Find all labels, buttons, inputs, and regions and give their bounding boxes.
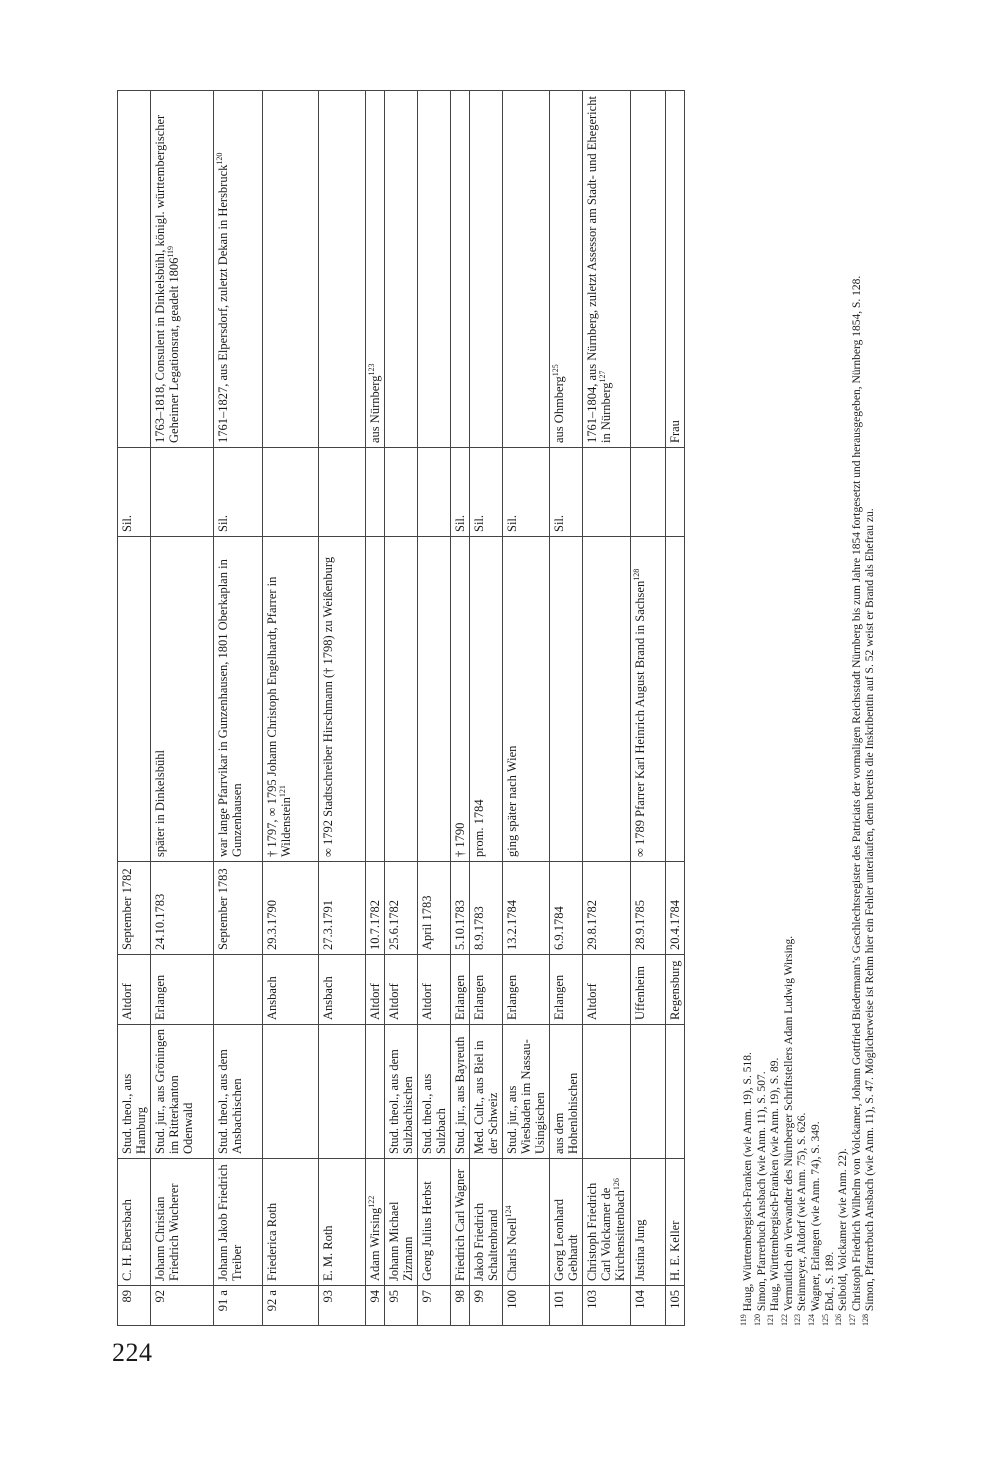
cell-later	[118, 537, 151, 862]
cell-date: 28.9.1785	[631, 862, 666, 955]
cell-univ: Erlangen	[451, 955, 470, 1025]
cell-univ: Altdorf	[118, 955, 151, 1025]
cell-later: später in Dinkelsbühl	[151, 537, 214, 862]
cell-status	[666, 1025, 685, 1159]
cell-remark	[503, 91, 550, 448]
cell-name: C. H. Ebersbach	[118, 1159, 151, 1286]
cell-date: 13.2.1784	[503, 862, 550, 955]
cell-status: Med. Cult., aus Biel in der Schweiz	[470, 1025, 503, 1159]
cell-status: Stud. theol., aus Sulzbach	[418, 1025, 451, 1159]
cell-sil: Sil.	[118, 448, 151, 537]
footnote-ref: 125	[550, 364, 560, 377]
cell-sil	[418, 448, 451, 537]
table-row	[470, 91, 503, 1326]
cell-later	[550, 537, 583, 862]
cell-sil	[263, 448, 319, 537]
cell-nr: 92	[151, 1286, 214, 1326]
cell-remark: aus Ohmberg$^{125}$	[550, 91, 583, 448]
cell-name: Charls Noell$^{124}$	[503, 1159, 550, 1286]
cell-sil	[631, 448, 666, 537]
cell-date: 24.10.1783	[151, 862, 214, 955]
cell-univ: Altdorf	[385, 955, 418, 1025]
cell-univ: Altdorf	[583, 955, 631, 1025]
footnote-ref: 127	[597, 370, 607, 383]
cell-later: † 1797, ∞ 1795 Johann Christoph Engelhardt, Pfarrer in Wildenstein$^{121}$	[263, 537, 319, 862]
rotated-content	[117, 91, 877, 1326]
table-row	[118, 91, 151, 1326]
cell-name: H. E. Keller	[666, 1159, 685, 1286]
cell-name: Johann Michael Zizmann	[385, 1159, 418, 1286]
cell-status: Stud. theol., aus dem Ansbachischen	[214, 1025, 263, 1159]
cell-date: September 1782	[118, 862, 151, 955]
cell-sil	[385, 448, 418, 537]
table-row	[366, 91, 385, 1326]
page-number: 224	[112, 1338, 153, 1367]
cell-univ: Erlangen	[503, 955, 550, 1025]
cell-date: April 1783	[418, 862, 451, 955]
cell-univ: Erlangen	[550, 955, 583, 1025]
cell-sil	[666, 448, 685, 537]
cell-remark	[319, 91, 366, 448]
cell-nr: 94	[366, 1286, 385, 1326]
cell-univ: Ansbach	[319, 955, 366, 1025]
table-row	[263, 91, 319, 1326]
cell-status: Stud. jur., aus Gröningen im Ritterkanton Odenwald	[151, 1025, 214, 1159]
cell-nr: 100	[503, 1286, 550, 1326]
cell-name: E. M. Roth	[319, 1159, 366, 1286]
footnote: $^{127}$ Christoph Friedrich Wilhelm von Volckamer, Johann Gottfried Biedermann’s Geschlechtsregister des Patriciats der vormaligen Reichsstadt Nürnberg bis zum Jahre 1854 fortgesetzt und herausgegeben, Nürnberg 1854, S. 128.	[847, 275, 863, 1326]
cell-date: September 1783	[214, 862, 263, 955]
footnote-ref: 121	[277, 785, 287, 798]
cell-date: 29.8.1782	[583, 862, 631, 955]
cell-date: 5.10.1783	[451, 862, 470, 955]
table-row	[214, 91, 263, 1326]
footnote-ref: 126	[611, 1178, 621, 1191]
footnote-ref: 120	[214, 152, 224, 165]
cell-univ: Altdorf	[418, 955, 451, 1025]
cell-univ: Erlangen	[470, 955, 503, 1025]
cell-nr: 91 a	[214, 1286, 263, 1326]
table-row	[583, 91, 631, 1326]
footnote-ref: 123	[366, 363, 376, 376]
table-row	[503, 91, 550, 1326]
cell-later	[666, 537, 685, 862]
table-row	[385, 91, 418, 1326]
cell-status: Stud. theol., aus dem Sulzbachischen	[385, 1025, 418, 1159]
cell-name: Friederica Roth	[263, 1159, 319, 1286]
cell-sil	[319, 448, 366, 537]
cell-nr: 105	[666, 1286, 685, 1326]
cell-remark	[470, 91, 503, 448]
cell-sil	[583, 448, 631, 537]
cell-later	[366, 537, 385, 862]
cell-nr: 89	[118, 1286, 151, 1326]
cell-sil: Sil.	[550, 448, 583, 537]
table-row	[666, 91, 685, 1326]
cell-later: prom. 1784	[470, 537, 503, 862]
table-row	[550, 91, 583, 1326]
cell-name: Justina Jung	[631, 1159, 666, 1286]
cell-name: Friedrich Carl Wagner	[451, 1159, 470, 1286]
footnote: $^{121}$ Haug, Württembergisch-Franken (wie Anm. 19), S. 89.	[766, 1057, 782, 1326]
cell-univ: Regensburg	[666, 955, 685, 1025]
cell-univ: Altdorf	[366, 955, 385, 1025]
cell-later	[418, 537, 451, 862]
cell-date: 25.6.1782	[385, 862, 418, 955]
cell-nr: 93	[319, 1286, 366, 1326]
cell-remark: aus Nürnberg$^{123}$	[366, 91, 385, 448]
cell-date: 6.9.1784	[550, 862, 583, 955]
cell-nr: 99	[470, 1286, 503, 1326]
cell-sil	[366, 448, 385, 537]
table-row	[151, 91, 214, 1326]
cell-status: aus dem Hohenlohischen	[550, 1025, 583, 1159]
cell-status	[583, 1025, 631, 1159]
cell-name: Johann Jakob Friedrich Treiber	[214, 1159, 263, 1286]
cell-status	[366, 1025, 385, 1159]
cell-nr: 97	[418, 1286, 451, 1326]
cell-name: Adam Wirsing$^{122}$	[366, 1159, 385, 1286]
cell-remark	[118, 91, 151, 448]
cell-remark: 1761–1827, aus Elpersdorf, zuletzt Dekan in Hersbruck$^{120}$	[214, 91, 263, 448]
cell-later	[583, 537, 631, 862]
table-row	[319, 91, 366, 1326]
footnote: $^{128}$ Simon, Pfarrerbuch Ansbach (wie Anm. 11), S. 47. Möglicherweise ist Rehm hier ein Fehler unterlaufen, denn bereits die Inskribentin auf S. 52 weist er Brand als Ehefrau zu.	[861, 508, 877, 1326]
footnote: $^{125}$ Ebd., S. 189.	[820, 1251, 836, 1326]
cell-nr: 103	[583, 1286, 631, 1326]
cell-date: 29.3.1790	[263, 862, 319, 955]
cell-date: 8.9.1783	[470, 862, 503, 955]
cell-name: Christoph Friedrich Carl Volckamer de Kirchensittenbach$^{126}$	[583, 1159, 631, 1286]
cell-remark: 1763–1818, Consulent in Dinkelsbühl, königl. württembergischer Geheimer Legationsrat, geadelt 1806$^{119}$	[151, 91, 214, 448]
cell-status: Stud. theol., aus Hamburg	[118, 1025, 151, 1159]
cell-later: war lange Pfarrvikar in Gunzenhausen, 1801 Oberkaplan in Gunzenhausen	[214, 537, 263, 862]
cell-date: 27.3.1791	[319, 862, 366, 955]
cell-status	[631, 1025, 666, 1159]
cell-nr: 98	[451, 1286, 470, 1326]
cell-remark	[263, 91, 319, 448]
cell-name: Georg Julius Herbst	[418, 1159, 451, 1286]
footnote: $^{123}$ Steinmeyer, Altdorf (wie Anm. 75), S. 626.	[793, 1112, 809, 1326]
cell-later: ∞ 1792 Stadtschreiber Hirschmann († 1798) zu Weißenburg	[319, 537, 366, 862]
cell-nr: 104	[631, 1286, 666, 1326]
cell-status: Stud. jur., aus Wiesbaden im Nassau-Usingischen	[503, 1025, 550, 1159]
footnote-ref: 119	[165, 245, 175, 258]
cell-remark	[451, 91, 470, 448]
footnote-ref: 122	[366, 1195, 376, 1208]
cell-remark	[385, 91, 418, 448]
cell-sil: Sil.	[451, 448, 470, 537]
cell-nr: 95	[385, 1286, 418, 1326]
cell-nr: 101	[550, 1286, 583, 1326]
cell-status	[319, 1025, 366, 1159]
cell-later	[385, 537, 418, 862]
footnotes	[739, 91, 878, 1326]
cell-remark	[418, 91, 451, 448]
cell-sil: Sil.	[470, 448, 503, 537]
footnote: $^{119}$ Haug, Württembergisch-Franken (wie Anm. 19), S. 518.	[739, 1052, 754, 1326]
cell-name: Jakob Friedrich Schaltenbrand	[470, 1159, 503, 1286]
footnote: $^{126}$ Seibold, Volckamer (wie Anm. 22).	[834, 1148, 850, 1326]
footnote-ref: 128	[631, 568, 641, 581]
cell-sil: Sil.	[214, 448, 263, 537]
table-row	[451, 91, 470, 1326]
cell-univ	[214, 955, 263, 1025]
cell-remark	[631, 91, 666, 448]
table-row	[418, 91, 451, 1326]
footnote: $^{122}$ Vermutlich ein Verwandter des Nürnberger Schriftstellers Adam Ludwig Wirsing.	[779, 935, 795, 1326]
cell-date: 10.7.1782	[366, 862, 385, 955]
cell-later: ∞ 1789 Pfarrer Karl Heinrich August Brand in Sachsen$^{128}$	[631, 537, 666, 862]
footnote: $^{120}$ Simon, Pfarrerbuch Ansbach (wie Anm. 11), S. 507.	[752, 1071, 768, 1326]
cell-sil	[151, 448, 214, 537]
cell-name: Georg Leonhard Gebhardt	[550, 1159, 583, 1286]
cell-status: Stud. jur., aus Bayreuth	[451, 1025, 470, 1159]
cell-sil: Sil.	[503, 448, 550, 537]
table-row	[631, 91, 666, 1326]
register-table	[117, 90, 685, 1326]
cell-later: † 1790	[451, 537, 470, 862]
cell-later: ging später nach Wien	[503, 537, 550, 862]
cell-remark: Frau	[666, 91, 685, 448]
cell-name: Johann Christian Friedrich Wucherer	[151, 1159, 214, 1286]
cell-univ: Ansbach	[263, 955, 319, 1025]
cell-date: 20.4.1784	[666, 862, 685, 955]
footnote-ref: 124	[503, 1205, 513, 1218]
cell-status	[263, 1025, 319, 1159]
cell-remark: 1761–1804, aus Nürnberg, zuletzt Assessor am Stadt- und Ehegericht in Nürnberg$^{127}$	[583, 91, 631, 448]
cell-nr: 92 a	[263, 1286, 319, 1326]
footnote: $^{124}$ Wagner, Erlangen (wie Anm. 74), S. 349.	[807, 1121, 822, 1326]
cell-univ: Uffenheim	[631, 955, 666, 1025]
cell-univ: Erlangen	[151, 955, 214, 1025]
